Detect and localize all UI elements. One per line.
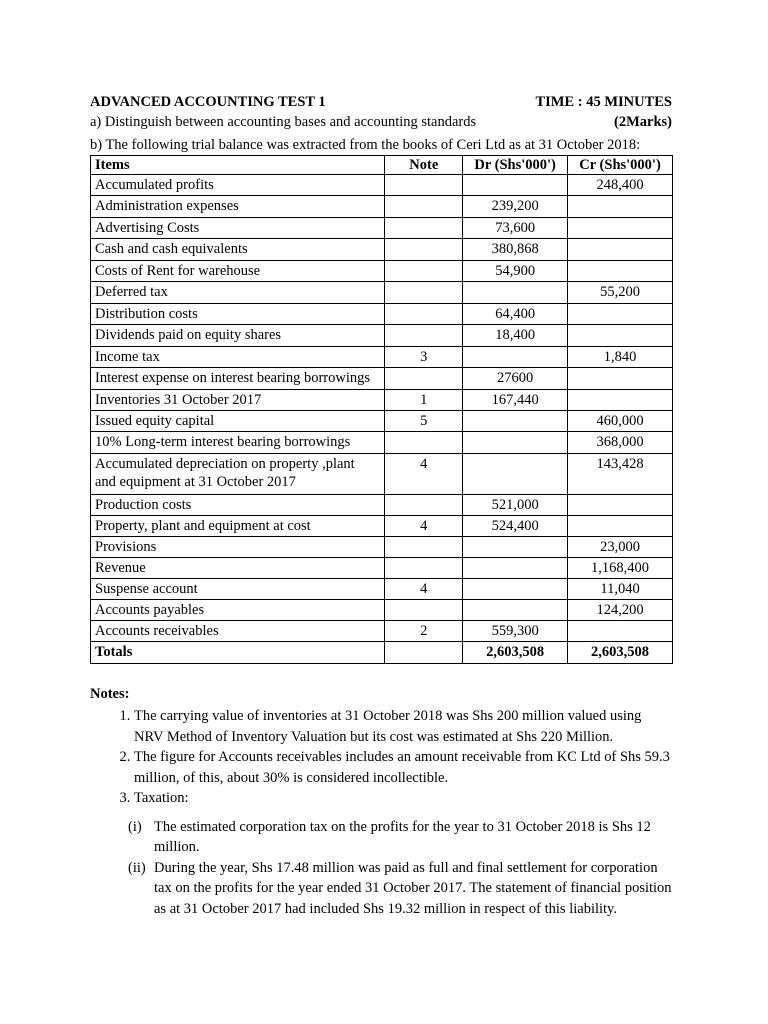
row-note xyxy=(385,196,463,218)
row-dr: 167,440 xyxy=(463,390,568,411)
row-item-line-1: Accumulated depreciation on property ,plant xyxy=(95,456,355,472)
table-row xyxy=(91,600,673,621)
taxation-item xyxy=(128,858,674,920)
table-row xyxy=(91,516,673,537)
row-note xyxy=(385,600,463,621)
row-item: Suspense account xyxy=(91,579,385,600)
row-item xyxy=(91,454,385,495)
notes-title: Notes: xyxy=(90,686,130,702)
table-row xyxy=(91,261,673,282)
row-dr xyxy=(463,175,568,196)
row-note xyxy=(385,239,463,261)
question-b-text: b) The following trial balance was extracted from the books of Ceri Ltd as at 31 October 2018: xyxy=(90,137,641,153)
table-row xyxy=(91,537,673,558)
row-note xyxy=(385,218,463,239)
row-item: Interest expense on interest bearing borrowings xyxy=(91,368,385,390)
row-item: 10% Long-term interest bearing borrowings xyxy=(91,432,385,454)
row-item: Accumulated profits xyxy=(91,175,385,196)
row-note xyxy=(385,537,463,558)
row-dr: 239,200 xyxy=(463,196,568,218)
row-cr xyxy=(568,218,673,239)
taxation-sublist xyxy=(128,817,674,920)
test-title: ADVANCED ACCOUNTING TEST 1 xyxy=(90,94,326,110)
row-dr: 521,000 xyxy=(463,495,568,516)
totals-note xyxy=(385,642,463,664)
row-cr xyxy=(568,495,673,516)
header-cr: Cr (Shs'000') xyxy=(568,156,673,175)
test-header xyxy=(90,92,674,112)
table-row xyxy=(91,432,673,454)
row-note: 3 xyxy=(385,347,463,368)
row-cr xyxy=(568,304,673,325)
row-dr: 18,400 xyxy=(463,325,568,347)
row-cr xyxy=(568,516,673,537)
taxation-text: The estimated corporation tax on the profits for the year to 31 October 2018 is Shs 12 million. xyxy=(154,818,651,855)
table-row xyxy=(91,175,673,196)
row-note xyxy=(385,558,463,579)
row-note xyxy=(385,175,463,196)
question-a xyxy=(90,112,674,132)
row-item: Costs of Rent for warehouse xyxy=(91,261,385,282)
totals-label: Totals xyxy=(91,642,385,664)
row-cr: 23,000 xyxy=(568,537,673,558)
row-note xyxy=(385,325,463,347)
notes-list xyxy=(90,706,674,919)
table-row xyxy=(91,282,673,304)
row-cr xyxy=(568,390,673,411)
table-row xyxy=(91,347,673,368)
table-row xyxy=(91,411,673,432)
row-note: 1 xyxy=(385,390,463,411)
row-item: Inventories 31 October 2017 xyxy=(91,390,385,411)
row-cr xyxy=(568,261,673,282)
table-row xyxy=(91,239,673,261)
row-dr: 64,400 xyxy=(463,304,568,325)
taxation-marker: (ii) xyxy=(128,859,146,876)
row-item: Income tax xyxy=(91,347,385,368)
table-row xyxy=(91,304,673,325)
row-note xyxy=(385,282,463,304)
row-dr xyxy=(463,282,568,304)
row-dr xyxy=(463,411,568,432)
row-item: Accounts payables xyxy=(91,600,385,621)
time-limit: TIME : 45 MINUTES xyxy=(535,94,672,110)
row-cr: 11,040 xyxy=(568,579,673,600)
row-note xyxy=(385,304,463,325)
row-note xyxy=(385,495,463,516)
row-cr: 1,168,400 xyxy=(568,558,673,579)
row-cr: 1,840 xyxy=(568,347,673,368)
row-dr: 559,300 xyxy=(463,621,568,642)
row-note: 4 xyxy=(385,454,463,495)
row-item: Administration expenses xyxy=(91,196,385,218)
row-dr: 73,600 xyxy=(463,218,568,239)
row-note xyxy=(385,432,463,454)
row-dr xyxy=(463,454,568,495)
header-note: Note xyxy=(385,156,463,175)
header-dr: Dr (Shs'000') xyxy=(463,156,568,175)
note-item: 1. The carrying value of inventories at 31 October 2018 was Shs 200 million valued using NRV Method of Inventory Valuation but its cost was estimated at Shs 220 Million. xyxy=(134,706,674,747)
table-row xyxy=(91,325,673,347)
row-dr xyxy=(463,600,568,621)
row-dr xyxy=(463,432,568,454)
table-row xyxy=(91,558,673,579)
taxation-text: During the year, Shs 17.48 million was paid as full and final settlement for corporation tax on the profits for the year ended 31 October 2017. The statement of financial position as at 31 October 2017 had included Shs 19.32 million in respect of this liability. xyxy=(154,859,672,917)
row-cr xyxy=(568,621,673,642)
totals-row xyxy=(91,642,673,664)
row-cr xyxy=(568,239,673,261)
question-b xyxy=(90,135,674,155)
row-cr: 124,200 xyxy=(568,600,673,621)
row-item: Distribution costs xyxy=(91,304,385,325)
row-note xyxy=(385,368,463,390)
table-row xyxy=(91,621,673,642)
row-item: Production costs xyxy=(91,495,385,516)
row-note: 5 xyxy=(385,411,463,432)
row-item: Dividends paid on equity shares xyxy=(91,325,385,347)
row-item-line-2: and equipment at 31 October 2017 xyxy=(95,474,296,490)
taxation-item xyxy=(128,817,674,858)
question-a-marks: (2Marks) xyxy=(614,114,672,130)
table-row xyxy=(91,579,673,600)
row-cr: 55,200 xyxy=(568,282,673,304)
header-items: Items xyxy=(91,156,385,175)
row-note: 4 xyxy=(385,516,463,537)
row-dr xyxy=(463,558,568,579)
row-dr xyxy=(463,537,568,558)
row-item: Issued equity capital xyxy=(91,411,385,432)
row-item: Deferred tax xyxy=(91,282,385,304)
table-row xyxy=(91,196,673,218)
note-taxation-title: Taxation: xyxy=(134,790,189,806)
row-dr xyxy=(463,347,568,368)
row-cr: 368,000 xyxy=(568,432,673,454)
table-row xyxy=(91,218,673,239)
taxation-marker: (i) xyxy=(128,818,142,835)
table-row xyxy=(91,495,673,516)
document-page xyxy=(90,92,674,919)
row-cr xyxy=(568,368,673,390)
table-row xyxy=(91,390,673,411)
row-cr: 460,000 xyxy=(568,411,673,432)
table-row xyxy=(91,368,673,390)
row-dr xyxy=(463,579,568,600)
table-row xyxy=(91,454,673,495)
row-item: Cash and cash equivalents xyxy=(91,239,385,261)
row-cr: 248,400 xyxy=(568,175,673,196)
row-dr: 27600 xyxy=(463,368,568,390)
row-dr: 54,900 xyxy=(463,261,568,282)
question-a-text: a) Distinguish between accounting bases and accounting standards xyxy=(90,114,477,130)
row-dr: 380,868 xyxy=(463,239,568,261)
note-item xyxy=(128,788,674,919)
note-item: 2. The figure for Accounts receivables includes an amount receivable from KC Ltd of Shs 59.3 million, of this, about 30% is considered incollectible. xyxy=(134,747,674,788)
row-cr xyxy=(568,325,673,347)
table-header-row xyxy=(91,156,673,175)
row-note xyxy=(385,261,463,282)
row-cr xyxy=(568,196,673,218)
row-note: 2 xyxy=(385,621,463,642)
row-note: 4 xyxy=(385,579,463,600)
totals-dr: 2,603,508 xyxy=(463,642,568,664)
row-item: Property, plant and equipment at cost xyxy=(91,516,385,537)
row-item: Provisions xyxy=(91,537,385,558)
row-item: Revenue xyxy=(91,558,385,579)
totals-cr: 2,603,508 xyxy=(568,642,673,664)
trial-balance-table xyxy=(90,155,673,664)
notes-section xyxy=(90,684,674,919)
row-item: Advertising Costs xyxy=(91,218,385,239)
row-item: Accounts receivables xyxy=(91,621,385,642)
row-dr: 524,400 xyxy=(463,516,568,537)
row-cr: 143,428 xyxy=(568,454,673,495)
